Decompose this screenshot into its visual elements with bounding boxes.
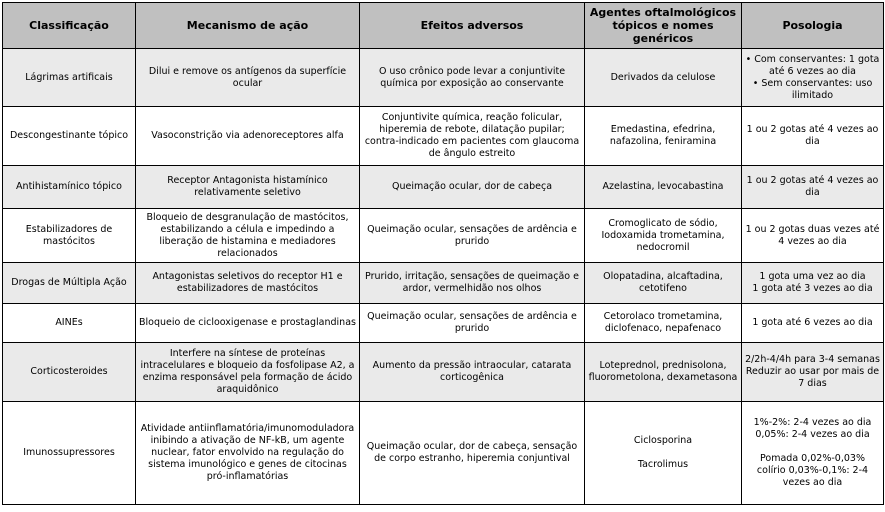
table-row xyxy=(3,209,884,263)
cell-posologia xyxy=(742,209,884,263)
header-classificacao: Classificação xyxy=(3,3,136,49)
cell-efeitos: Queimação ocular, dor de cabeça, sensação de corpo estranho, hiperemia conjuntival xyxy=(360,402,585,505)
line-spacer xyxy=(588,447,738,459)
cell-efeitos: Aumento da pressão intraocular, catarata corticogênica xyxy=(360,343,585,402)
drug-classification-table xyxy=(2,2,884,505)
posologia-line: 0,05%: 2-4 vezes ao dia xyxy=(755,429,870,440)
cell-posologia xyxy=(742,49,884,107)
cell-posologia xyxy=(742,107,884,166)
agentes-line: Tacrolimus xyxy=(637,459,689,470)
cell-posologia xyxy=(742,166,884,209)
posologia-line: 1 gota até 3 vezes ao dia xyxy=(752,283,873,294)
header-mecanismo: Mecanismo de ação xyxy=(136,3,360,49)
table-row xyxy=(3,263,884,304)
posologia-line: 1 ou 2 gotas até 4 vezes ao dia xyxy=(746,124,879,147)
cell-posologia xyxy=(742,343,884,402)
cell-mecanismo: Bloqueio de ciclooxigenase e prostaglandinas xyxy=(136,304,360,343)
line-spacer xyxy=(745,441,880,453)
cell-posologia xyxy=(742,304,884,343)
cell-classificacao: Drogas de Múltipla Ação xyxy=(3,263,136,304)
cell-mecanismo: Interfere na síntese de proteínas intracelulares e bloqueio da fosfolipase A2, a enzima responsável pela formação de ácido araquidônico xyxy=(136,343,360,402)
table-row xyxy=(3,107,884,166)
table-row xyxy=(3,304,884,343)
cell-agentes xyxy=(585,402,742,505)
cell-classificacao: Lágrimas artificais xyxy=(3,49,136,107)
cell-agentes: Olopatadina, alcaftadina, cetotifeno xyxy=(585,263,742,304)
table-row xyxy=(3,402,884,505)
cell-agentes: Derivados da celulose xyxy=(585,49,742,107)
posologia-line: Reduzir ao usar por mais de 7 dias xyxy=(745,366,880,389)
posologia-line: 1 ou 2 gotas duas vezes até 4 vezes ao dia xyxy=(745,223,880,247)
cell-efeitos: O uso crônico pode levar a conjuntivite química por exposição ao conservante xyxy=(360,49,585,107)
posologia-line: 2/2h-4/4h para 3-4 semanas xyxy=(745,354,880,365)
posologia-line: Pomada 0,02%-0,03% xyxy=(760,453,865,464)
cell-efeitos: Prurido, irritação, sensações de queimação e ardor, vermelhidão nos olhos xyxy=(360,263,585,304)
posologia-line: 1%-2%: 2-4 vezes ao dia xyxy=(753,417,872,428)
cell-agentes: Cetorolaco trometamina, diclofenaco, nepafenaco xyxy=(585,304,742,343)
posologia-line: • Sem conservantes: uso ilimitado xyxy=(752,77,873,101)
cell-mecanismo: Atividade antiinflamatória/imunomoduladora inibindo a ativação de NF-kB, um agente nuclear, fator envolvido na regulação do sistema imunológico e genes de citocinas pró-inflamatórias xyxy=(136,402,360,505)
cell-mecanismo: Vasoconstrição via adenoreceptores alfa xyxy=(136,107,360,166)
cell-efeitos: Queimação ocular, sensações de ardência e prurido xyxy=(360,209,585,263)
cell-classificacao: Imunossupressores xyxy=(3,402,136,505)
cell-classificacao: Antihistamínico tópico xyxy=(3,166,136,209)
posologia-line: 1 gota uma vez ao dia xyxy=(759,271,866,282)
posologia-line: • Com conservantes: 1 gota até 6 vezes ao dia xyxy=(745,53,880,77)
cell-posologia xyxy=(742,402,884,505)
cell-agentes: Cromoglicato de sódio, Iodoxamida trometamina, nedocromil xyxy=(585,209,742,263)
cell-mecanismo: Bloqueio de desgranulação de mastócitos, estabilizando a célula e impedindo a liberação de histamina e mediadores relacionados xyxy=(136,209,360,263)
cell-efeitos: Queimação ocular, dor de cabeça xyxy=(360,166,585,209)
header-row xyxy=(3,3,884,49)
cell-mecanismo: Receptor Antagonista histamínico relativamente seletivo xyxy=(136,166,360,209)
posologia-line: 1 gota até 6 vezes ao dia xyxy=(752,317,873,328)
posologia-line: 1 ou 2 gotas até 4 vezes ao dia xyxy=(746,175,879,198)
cell-efeitos: Conjuntivite química, reação folicular, hiperemia de rebote, dilatação pupilar; contra-indicado em pacientes com glaucoma de ângulo estreito xyxy=(360,107,585,166)
cell-classificacao: Corticosteroides xyxy=(3,343,136,402)
cell-agentes: Azelastina, levocabastina xyxy=(585,166,742,209)
header-posologia: Posologia xyxy=(742,3,884,49)
table-row xyxy=(3,343,884,402)
table-row xyxy=(3,49,884,107)
cell-classificacao: Estabilizadores de mastócitos xyxy=(3,209,136,263)
header-efeitos: Efeitos adversos xyxy=(360,3,585,49)
cell-mecanismo: Dilui e remove os antígenos da superfície ocular xyxy=(136,49,360,107)
agentes-line: Ciclosporina xyxy=(633,435,693,446)
cell-classificacao: AINEs xyxy=(3,304,136,343)
cell-mecanismo: Antagonistas seletivos do receptor H1 e estabilizadores de mastócitos xyxy=(136,263,360,304)
cell-agentes: Emedastina, efedrina, nafazolina, feniramina xyxy=(585,107,742,166)
cell-classificacao: Descongestinante tópico xyxy=(3,107,136,166)
cell-posologia xyxy=(742,263,884,304)
cell-efeitos: Queimação ocular, sensações de ardência e prurido xyxy=(360,304,585,343)
table-row xyxy=(3,166,884,209)
cell-agentes: Loteprednol, prednisolona, fluorometolona, dexametasona xyxy=(585,343,742,402)
header-agentes: Agentes oftalmológicos tópicos e nomes genéricos xyxy=(585,3,742,49)
posologia-line: colírio 0,03%-0,1%: 2-4 vezes ao dia xyxy=(756,465,869,488)
